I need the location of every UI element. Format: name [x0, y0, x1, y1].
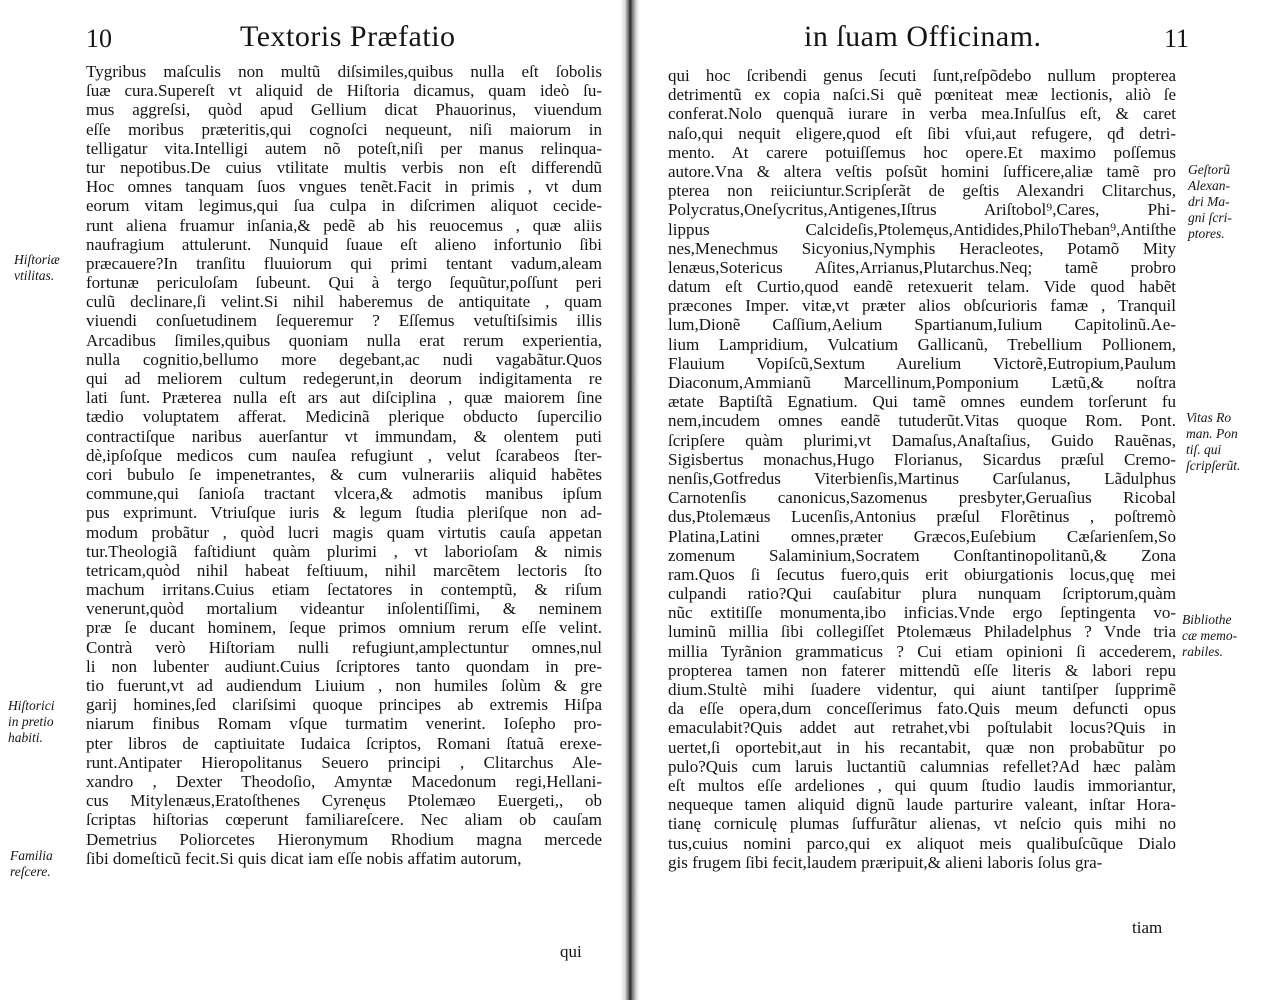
text-line: lati ſunt. Præterea nulla eſt ars aut diſciplina , quæ maiorem ſine: [86, 388, 602, 408]
text-line: ſcripſere quàm plurimi,vt Damaſus,Anaſtaſius, Guido Rauẽnas,: [668, 430, 1176, 450]
text-line: runt.Antipater Hieropolitanus Seuero principi , Clitarchus Ale-: [86, 752, 602, 772]
text-line: præ ſe ducant hominem, ſeque primos omnium rerum eſſe velint.: [86, 618, 602, 638]
text-line: eſſe moribus præteritis,qui cognoſci nequeunt, niſi maiorum in: [86, 119, 602, 139]
text-line: tur.Theologiã faſtidiunt quàm plurimi , vt laborioſam & nimis: [86, 541, 602, 561]
page-number: 10: [86, 24, 112, 53]
text-line: conferat.Nolo quenquã iurare in verba mea.Inſulſus eſt, & caret: [668, 104, 1176, 124]
text-line: præcauere?In tranſitu fluuiorum qui primi tentant vadum,aleam: [86, 253, 602, 273]
left-page: [0, 0, 618, 1000]
page-number: 11: [1164, 24, 1190, 53]
text-line: Carnotenſis canonicus,Sazomenus presbyter,Geruaſius Ricobal: [668, 488, 1176, 508]
text-line: machum irritans.Cuius etiam ſectatores in contemptũ, & riſum: [86, 580, 602, 600]
text-line: Platina,Latini omnes,præter Græcos,Euſebium Cæſarienſem,So: [668, 526, 1176, 546]
text-line: qui hoc ſcribendi genus ſecuti ſunt,reſpõdebo nullum propterea: [668, 66, 1176, 85]
text-line: Contrà verò Hiſtoriam nulli refugiunt,amplectuntur omnes,nul: [86, 637, 602, 657]
margin-note-familiarescere: Familia reſcere.: [10, 848, 53, 879]
text-line: Hoc omnes tanquam ſuos vngues tenẽt.Facit in primis , vt dum: [86, 177, 602, 197]
text-line: autore.Vna & altera veſtis poſsũt homini ſufficere,aliæ tamẽ pro: [668, 161, 1176, 181]
book-gutter: [620, 0, 640, 1000]
text-block: [668, 66, 1176, 872]
text-line: dium.Stultè mihi ſuadere videntur, qui aiunt tantiſper ſupprimẽ: [668, 680, 1176, 699]
text-line: telligatur vita.Intelligi autem nõ poteſt,niſi per manus relinqua-: [86, 138, 602, 158]
running-header: Textoris Præfatio: [240, 20, 456, 53]
catchword: tiam: [1132, 918, 1163, 937]
text-line: fortunæ periculoſam ſubeunt. Qui à tergo ſequũtur,poſſunt peri: [86, 273, 602, 293]
text-line: cus Mitylenæus,Eratoſthenes Cyrenęus Ptolemæo Euergeti,, ob: [86, 791, 602, 811]
margin-note-vitas-rom-pont: Vitas Ro man. Pon tiſ. qui ſcripſerũt.: [1186, 410, 1241, 473]
text-line: ram.Quos ſi ſecutus fuero,quis erit obiurgationis locus,quę mei: [668, 564, 1176, 584]
text-line: pus exprimunt. Vtriuſque iuris & legum ſtudia pleriſque non ad-: [86, 503, 602, 523]
running-header: in ſuam Officinam.: [804, 20, 1042, 53]
text-line: mento. At carere potuiſſemus hoc opere.Et maximo poſſemus: [668, 142, 1176, 162]
text-line: tianę corniculę plumas ſuffurãtur alienas, vt neſcio quis mihi no: [668, 814, 1176, 834]
margin-note-gestorum-alexandri: Geſtorũ Alexan- dri Ma- gni ſcri- ptores.: [1188, 162, 1232, 241]
text-line: uertet,ſi oportebit,aut in his recantabit, quæ non probabũtur po: [668, 737, 1176, 757]
text-line: Sigisbertus monachus,Hugo Florianus, Sicardus præſul Cremo-: [668, 449, 1176, 469]
text-line: nes,Menechmus Sicyonius,Nymphis Heracleotes, Potamõ Mity: [668, 238, 1176, 258]
text-line: modum probãtur , quòd lucri magis quam virtutis cauſa appetan: [86, 522, 602, 542]
text-line: da eſſe opera,dum conceſſerimus fato.Quis meum defuncti opus: [668, 699, 1176, 719]
text-line: culpandi ratio?Qui cauſabitur plura nunquam ſcriptorum,quàm: [668, 584, 1176, 604]
text-line: venerunt,quòd mortalium videantur inſolentiſſimi, & neminem: [86, 599, 602, 619]
text-line: nũc extitiſſe monumenta,ibo inficias.Vnde ergo ſeptingenta vo-: [668, 603, 1176, 623]
text-line: viuendi conſuetudinem ſequeremur ? Eſſemus vetuſtiſsimis illis: [86, 311, 602, 331]
text-line: lium Lampridium, Vulcatium Gallicanũ, Trebellium Pollionem,: [668, 334, 1176, 354]
text-line: culũ declinare,ſi velint.Si nihil haberemus de antiquitate , quam: [86, 292, 602, 312]
text-line: datum eſt Curtio,quod eandẽ retexuerit telam. Vide quod habẽt: [668, 277, 1176, 297]
text-line: Polycratus,Oneſycritus,Antigenes,Iſtrus Ariſtobol⁹,Cares, Phi-: [668, 200, 1176, 220]
text-line: Diaconum,Ammianũ Marcellinum,Pomponium Lætũ,& noſtra: [668, 373, 1176, 392]
text-line: ætate Baptiſtã Egnatium. Qui tamẽ omnes eundem torſerunt fu: [668, 392, 1176, 412]
text-line: propterea tamen non faterer mittendũ eſſe literis & labori repu: [668, 660, 1176, 680]
text-line: luminũ millia ſibi collegiſſet Ptolemæus Philadelphus ? Vnde tria: [668, 622, 1176, 642]
text-line: niarum finibus Romam vſque turmatim venerint. Ioſepho pro-: [86, 714, 602, 734]
text-line: emaculabit?Quis addet aut retrahet,vbi poſtulabit locus?Quis in: [668, 718, 1176, 738]
text-line: cori bubulo ſe impenetrantes, & cum vulnerariis aliquid habẽtes: [86, 464, 602, 484]
text-line: tur nepotibus.De cuius vtilitate multis verbis non eſt differendũ: [86, 157, 602, 177]
margin-note-historici-in-pretio: Hiſtorici in pretio habiti.: [8, 698, 55, 745]
text-line: xandro , Dexter Theodoſio, Amyntæ Macedonum regi,Hellani-: [86, 771, 602, 791]
text-line: pterea non reiiciuntur.Scripſerãt de geſtis Alexandri Clitarchus,: [668, 181, 1176, 201]
text-line: ſuæ cura.Supereſt vt aliquid de Hiſtoria dicamus, quam ideò ſu-: [86, 81, 602, 101]
text-line: gis frugem ſibi fecit,laudem præripuit,& alieni laboris ſolus gra-: [668, 852, 1103, 872]
text-line: eorum vitam legimus,qui ſua culpa in diſcrimen aliquot cecide-: [86, 196, 602, 216]
catchword: qui: [560, 942, 582, 961]
text-line: pter libros de captiuitate Iudaica ſcriptos, Romani ſtatuã erexe-: [86, 733, 602, 753]
text-line: naufragium attulerunt. Nunquid ſuaue eſt alieno infortunio ſibi: [86, 234, 602, 254]
text-line: nequeque tamen aliquid dignũ laude parturire valeant, inſtar Hora-: [668, 795, 1176, 815]
text-line: contractiſque naribus auerſantur vt immundam, & olentem puti: [86, 426, 602, 446]
text-line: qui ad meliorem cultum redegerunt,in deorum indigitamenta re: [86, 369, 602, 388]
margin-note-historiae-utilitas: Hiſtoriæ vtilitas.: [14, 252, 60, 283]
text-line: zomenum Salaminium,Socratem Conſtantinopolitanũ,& Zona: [668, 545, 1176, 565]
text-line: tetricam,quòd nihil habeat feſtiuum, nihil marcẽtem lectoris ſto: [86, 560, 602, 580]
text-line: tio fuerunt,vt ad audiendum Liuium , non humiles ſolùm & gre: [86, 676, 602, 695]
text-line: lenæus,Sotericus Aſites,Arrianus,Plutarchus.Neq; tamẽ probro: [668, 257, 1176, 277]
text-line: millia Tyrãnion grammaticus ? Cui etiam opinioni ſi accederem,: [668, 641, 1176, 661]
text-line: detrimentũ ex copia naſci.Si quẽ pœniteat meæ lectionis, aliò ſe: [668, 85, 1176, 105]
text-line: ſcriptas hiſtorias cœperunt familiareſcere. Nec aliam ob cauſam: [86, 810, 602, 830]
text-line: mus aggreſsi, quòd apud Gellium dicat Phauorinus, viuendum: [86, 100, 602, 120]
text-line: tus,cuius nomini parco,qui ex aliquot meis qualibuſcũque Dialo: [668, 833, 1176, 853]
text-line: garij homines,ſed clariſsimi quoque principes ab extremis Hiſpa: [86, 695, 602, 715]
margin-note-bibliothecae: Bibliothe cæ memo- rabiles.: [1182, 612, 1238, 659]
text-line: lippus Calcideſis,Ptolemęus,Antidides,PhiloTheban⁹,Antiſthe: [668, 219, 1176, 239]
text-line: runt aliena fruamur inſania,& pedẽ ab his reuocemus , quæ aliis: [86, 215, 602, 235]
text-line: dè,ipſoſque medicos cum nauſea refugiunt , velut ſcarabeos ſter-: [86, 445, 602, 465]
text-line: nem,incudem omnes eandẽ tutuderũt.Vitas quoque Rom. Pont.: [668, 411, 1176, 431]
text-block: [86, 62, 602, 868]
text-line: pulo?Quis cum laruis luctantiũ calumnias refellet?Ad hæc palàm: [668, 756, 1176, 776]
text-line: lum,Dionẽ Caſſium,Aelium Spartianum,Iulium Capitolinũ.Ae-: [668, 315, 1176, 335]
text-line: eſt multos eſſe ardeliones , qui quum ſtudio laudis immoriantur,: [668, 775, 1176, 795]
right-page: [642, 0, 1262, 1000]
text-line: dus,Ptolemæus Lucenſis,Antonius præſul Florẽtinus , poſtremò: [668, 507, 1176, 527]
text-line: præcones Imper. vitæ,vt præter alios obſcurioris famæ , Tranquil: [668, 296, 1176, 316]
text-line: tædio voluptatem afferat. Medicinã plerique obducto ſupercilio: [86, 407, 602, 427]
text-line: li non lubenter audiunt.Cuius ſcriptores tanto quondam in pre-: [86, 656, 602, 676]
text-line: naſo,qui nequit eligere,quod eſt ſibi vſui,aut refugere, qđ detri-: [668, 123, 1176, 143]
text-line: commune,qui ſanioſa tractant vlcera,& admotis manibus ipſum: [86, 484, 602, 504]
text-line: Flauium Vopiſcũ,Sextum Aurelium Victorẽ,Eutropium,Paulum: [668, 353, 1176, 373]
text-line: nulla cognitio,bellumo more degebant,ac nudi vagabãtur.Quos: [86, 349, 602, 369]
text-line: nenſis,Gotfredus Viterbienſis,Martinus Carſulanus, Lãdulphus: [668, 468, 1176, 488]
text-line: Demetrius Poliorcetes Hieronymum Rhodium magna mercede: [86, 829, 602, 849]
text-line: ſibi domeſticũ fecit.Si quis dicat iam eſſe nobis affatim autorum,: [86, 848, 522, 868]
text-line: Tygribus maſculis non multũ diſsimiles,quibus nulla eſt ſobolis: [86, 62, 602, 81]
text-line: Arcadibus ſimiles,quibus quoniam nulla erat rerum experientia,: [86, 330, 602, 350]
